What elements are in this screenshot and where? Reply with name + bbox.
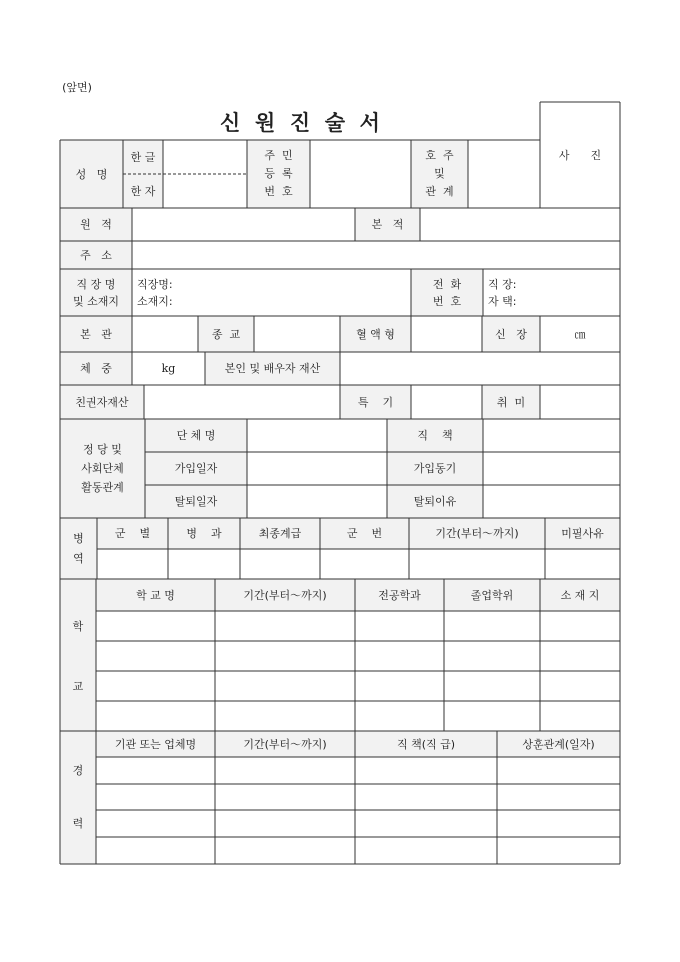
career-header: 상훈관계(일자) bbox=[522, 737, 595, 751]
party-row-label: 탈퇴일자 bbox=[174, 495, 218, 508]
school-section-label-top: 학 bbox=[72, 619, 84, 633]
military-header: 미필사유 bbox=[561, 527, 604, 540]
military-header: 군 번 bbox=[346, 527, 383, 540]
career-section-label-bottom: 력 bbox=[72, 817, 84, 830]
military-header: 병 과 bbox=[186, 527, 222, 540]
school-header: 소 재 지 bbox=[560, 588, 600, 602]
party-row-label: 가입일자 bbox=[174, 462, 218, 475]
household-relation-label: 호 주 및 관 계 bbox=[425, 149, 454, 198]
property-label: 본인 및 배우자 재산 bbox=[224, 362, 321, 375]
military-section-label: 병 역 bbox=[73, 531, 84, 565]
career-header: 기관 또는 업체명 bbox=[114, 737, 197, 751]
military-header: 최종계급 bbox=[258, 527, 302, 540]
name-label: 성 명 bbox=[75, 167, 108, 181]
page-label: (앞면) bbox=[62, 80, 92, 94]
hangul-label: 한 글 bbox=[130, 150, 156, 164]
military-header: 기간(부터～까지) bbox=[435, 527, 519, 540]
party-right-label: 직 책 bbox=[417, 429, 453, 442]
school-header: 졸업학위 bbox=[470, 588, 514, 602]
hobby-label: 취 미 bbox=[496, 395, 526, 409]
phone-label: 전 화 번 호 bbox=[432, 277, 462, 308]
phone-values: 직 장: 자 택: bbox=[488, 277, 517, 308]
career-section-label-top: 경 bbox=[72, 764, 84, 777]
relatives-property-label: 친권자재산 bbox=[75, 395, 129, 409]
party-section-label: 정 당 및 사회단체 활동관계 bbox=[81, 443, 124, 494]
weight-unit: kg bbox=[161, 362, 176, 375]
resident-number-label: 주 민 등 록 번 호 bbox=[264, 149, 293, 198]
address-label: 주 소 bbox=[80, 248, 112, 262]
career-header: 기간(부터～까지) bbox=[243, 737, 327, 751]
party-right-label: 탈퇴이유 bbox=[413, 495, 457, 508]
school-header: 전공학과 bbox=[378, 588, 421, 602]
party-right-label: 가입동기 bbox=[413, 462, 457, 475]
special-skill-label: 특 기 bbox=[357, 395, 394, 409]
clan-label: 본 관 bbox=[80, 327, 112, 341]
blood-type-label: 혈 액 형 bbox=[356, 327, 395, 341]
height-label: 신 장 bbox=[495, 327, 527, 341]
workplace-values: 직장명: 소재지: bbox=[137, 277, 173, 308]
form-title: 신 원 진 술 서 bbox=[220, 109, 380, 135]
weight-label: 체 중 bbox=[80, 362, 112, 375]
religion-label: 종 교 bbox=[211, 327, 241, 341]
registry-label: 본 적 bbox=[371, 218, 404, 231]
school-section-label-bottom: 교 bbox=[72, 679, 84, 693]
workplace-label: 직 장 명 및 소재지 bbox=[72, 277, 119, 308]
career-header: 직 책(직 급) bbox=[396, 737, 456, 751]
party-row-label: 단 체 명 bbox=[176, 429, 216, 442]
school-header: 기간(부터～까지) bbox=[243, 588, 327, 602]
origin-label: 원 적 bbox=[80, 218, 112, 231]
school-header: 학 교 명 bbox=[136, 588, 175, 602]
photo-box-label: 사 진 bbox=[558, 148, 602, 162]
military-header: 군 별 bbox=[114, 527, 151, 540]
hanja-label: 한 자 bbox=[130, 184, 156, 198]
height-unit: ㎝ bbox=[574, 327, 586, 341]
